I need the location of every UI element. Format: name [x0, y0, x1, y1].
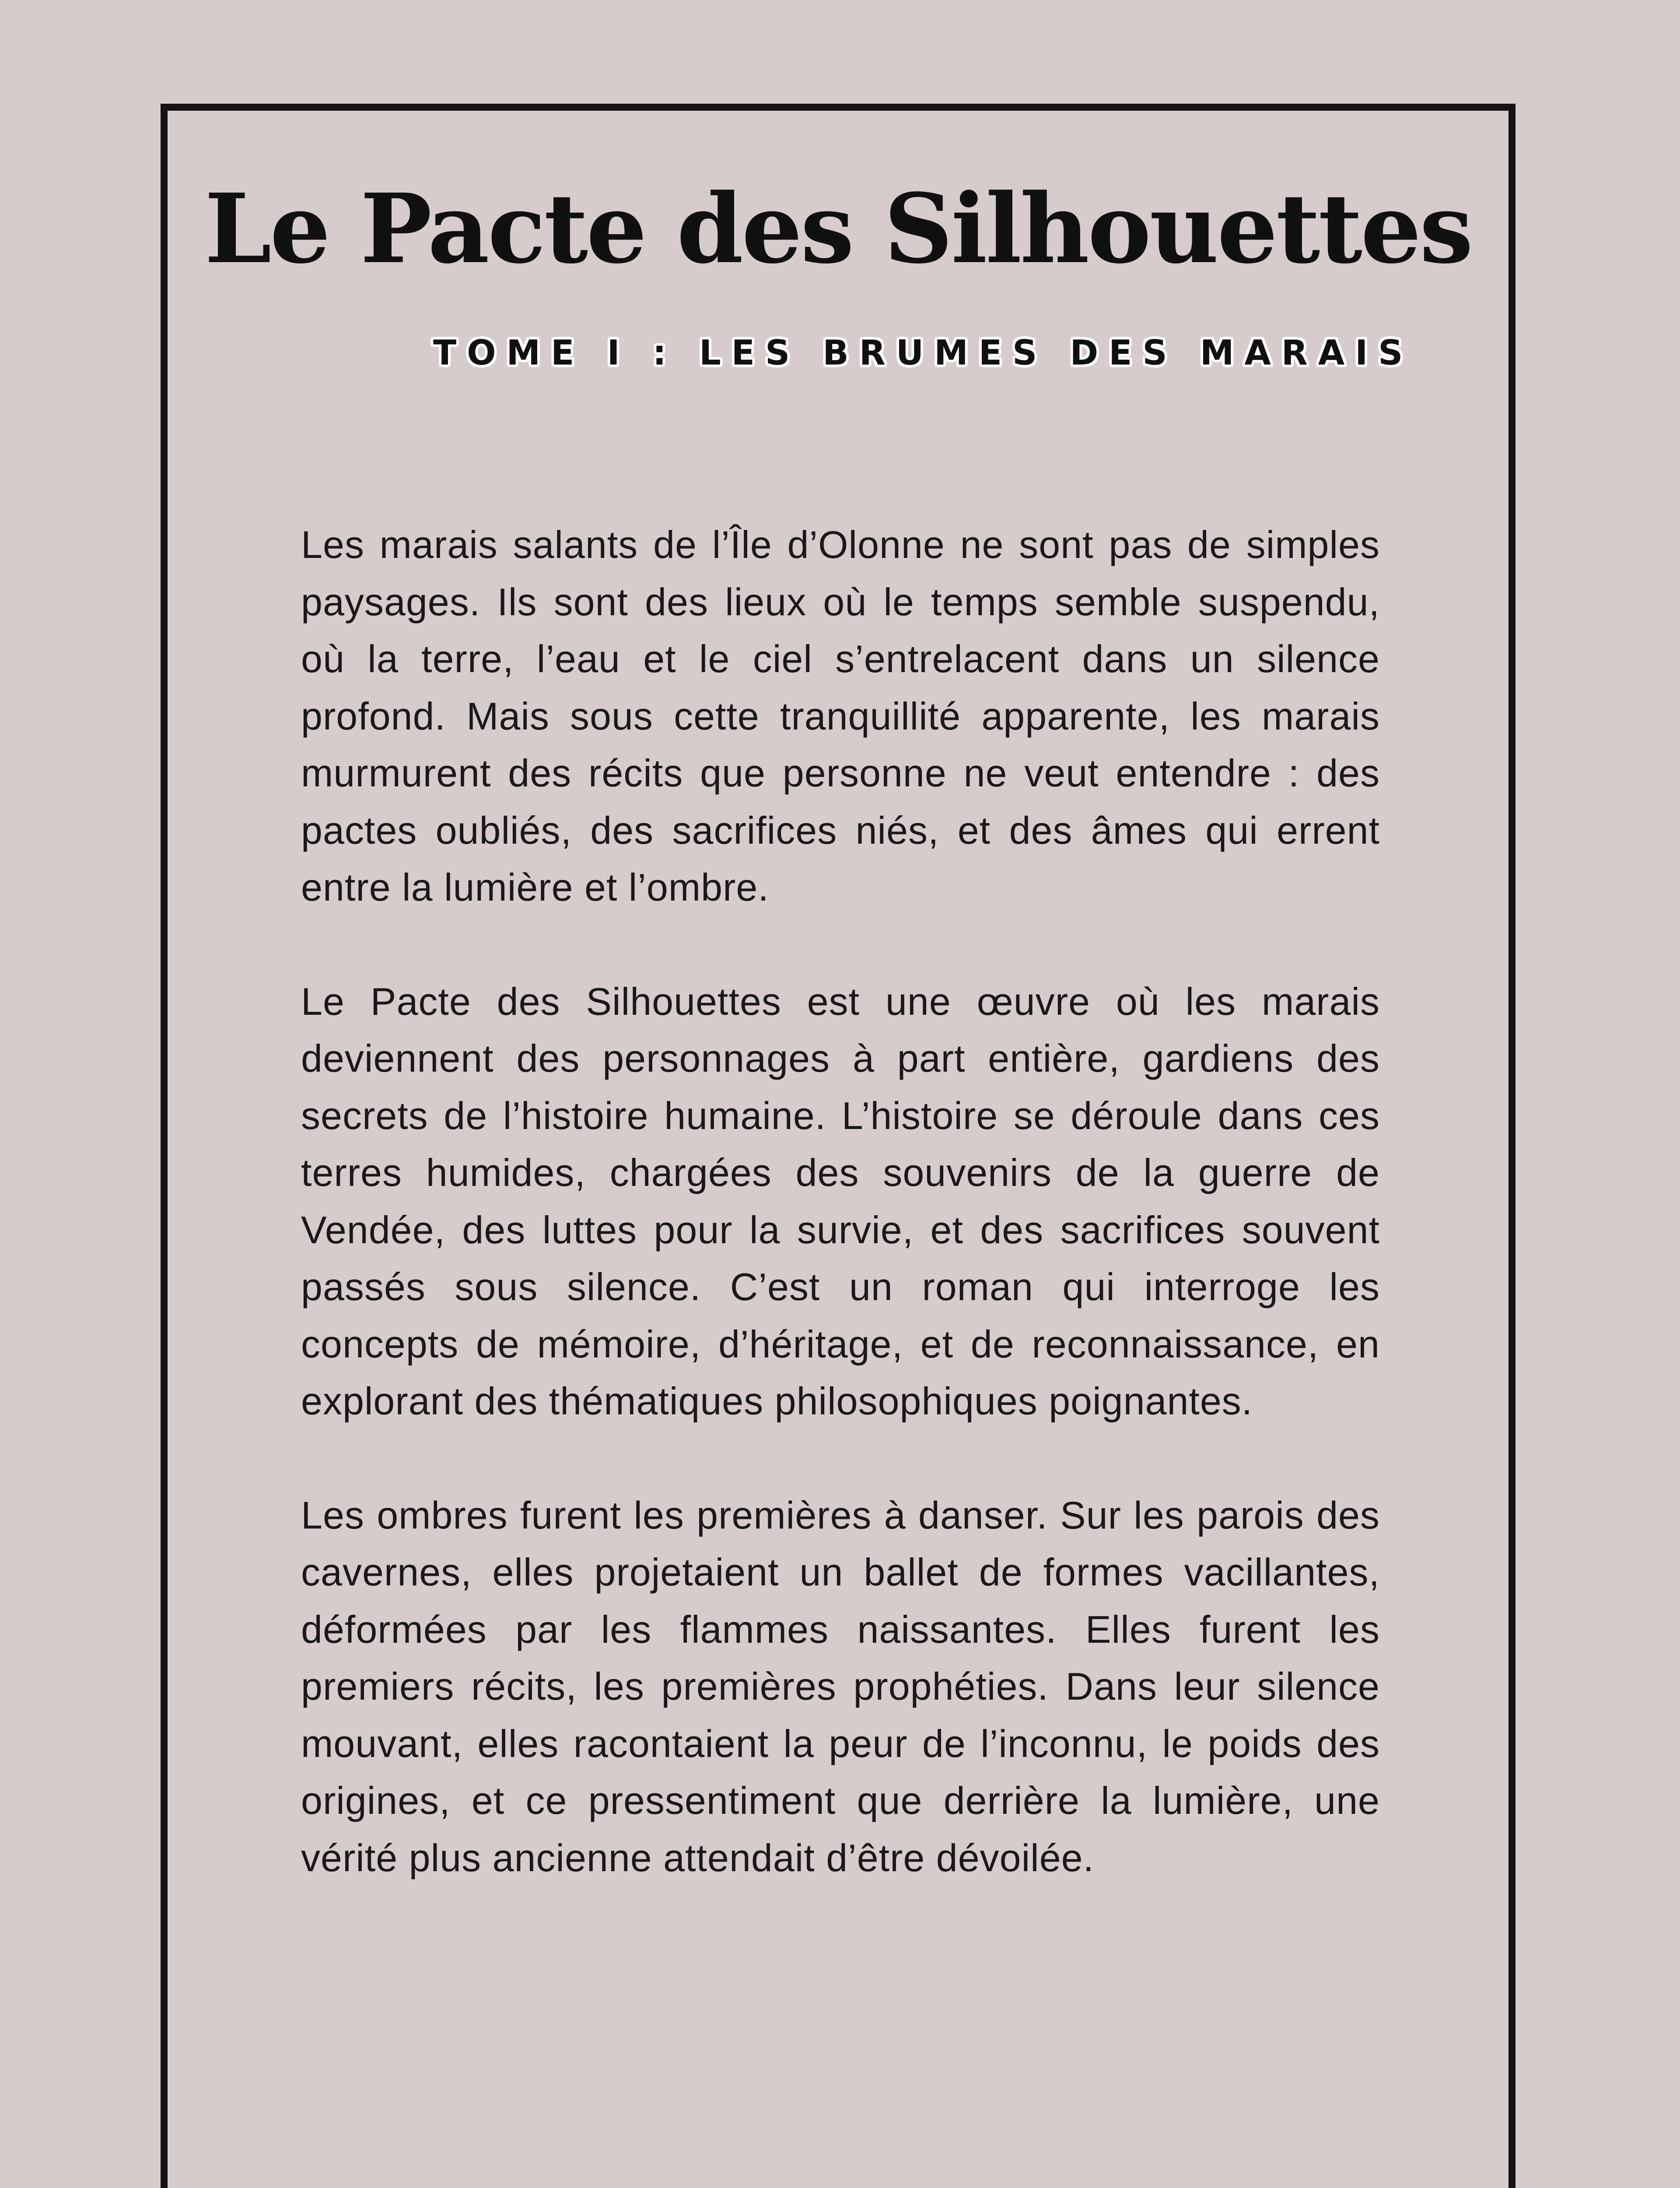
book-title: Le Pacte des Silhouettes	[204, 173, 1472, 285]
synopsis	[301, 516, 1380, 1943]
book-subtitle: TOME I : LES BRUMES DES MARAIS	[433, 333, 1414, 373]
synopsis-paragraph-3: Les ombres furent les premières à danser. Sur les parois des cavernes, elles projetaient un ballet de formes vacillantes, déformées par les flammes naissantes. Elles furent les premiers récits, les premières prophéties. Dans leur silence mouvant, elles racontaient la peur de l’inconnu, le poids des origines, et ce pressentiment que derrière la lumière, une vérité plus ancienne attendait d’être dévoilée.	[301, 1493, 1380, 1879]
synopsis-paragraph-1: Les marais salants de l’Île d’Olonne ne sont pas de simples paysages. Ils sont des lieux où le temps semble suspendu, où la terre, l’eau et le ciel s’entrelacent dans un silence profond. Mais sous cette tranquillité apparente, les marais murmurent des récits que personne ne veut entendre : des pactes oubliés, des sacrifices niés, et des âmes qui errent entre la lumière et l’ombre.	[301, 523, 1380, 909]
synopsis-paragraph-2: Le Pacte des Silhouettes est une œuvre où les marais deviennent des personnages à part entière, gardiens des secrets de l’histoire humaine. L’histoire se déroule dans ces terres humides, chargées des souvenirs de la guerre de Vendée, des luttes pour la survie, et des sacrifices souvent passés sous silence. C’est un roman qui interroge les concepts de mémoire, d’héritage, et de reconnaissance, en explorant des thématiques philosophiques poignantes.	[301, 979, 1380, 1423]
